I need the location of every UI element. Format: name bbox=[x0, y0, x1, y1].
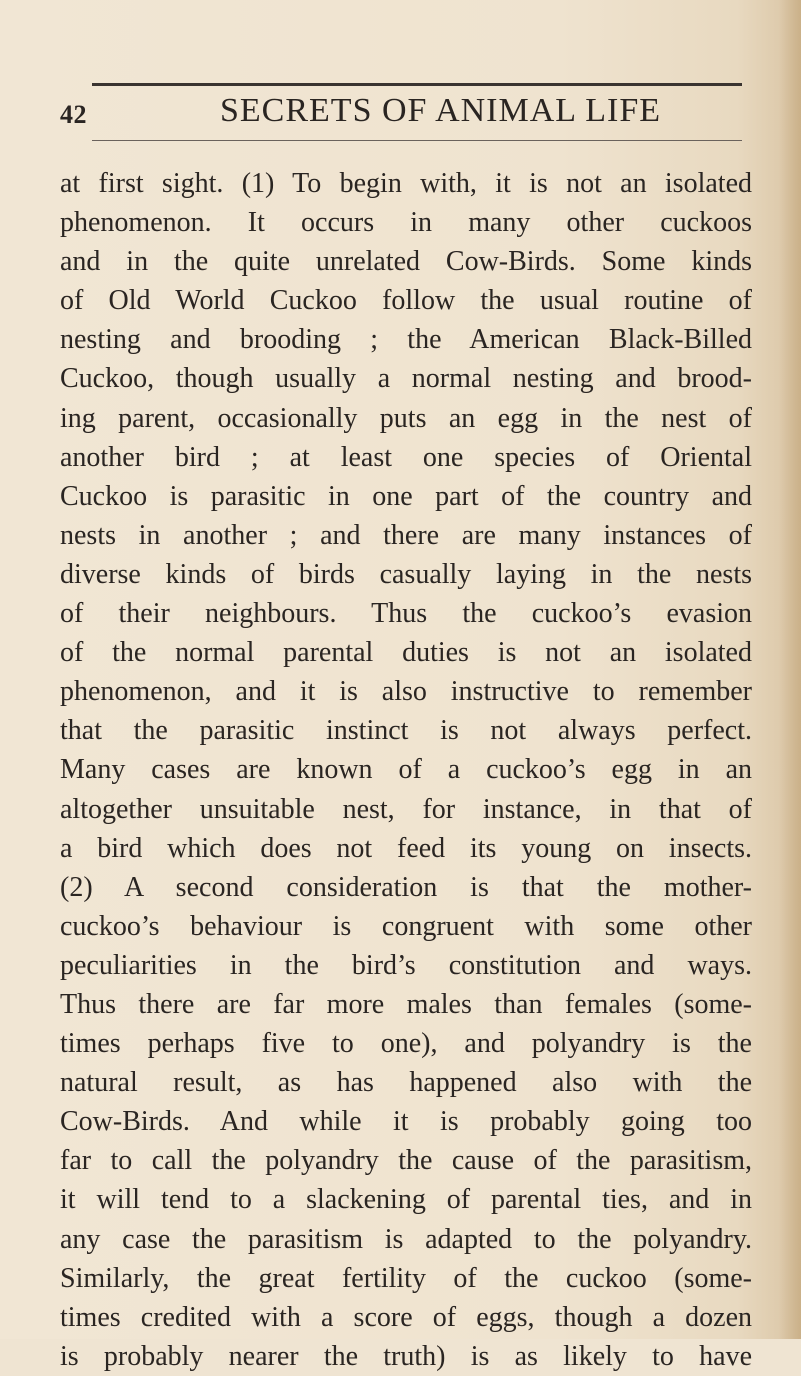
text-line: a bird which does not feed its young on insects. bbox=[60, 832, 752, 864]
text-line: it will tend to a slackening of parental ties, and in bbox=[60, 1184, 752, 1216]
running-title: SECRETS OF ANIMAL LIFE bbox=[220, 92, 662, 129]
page-number: 42 bbox=[60, 100, 87, 129]
text-line: ing parent, occasionally puts an egg in the nest of bbox=[60, 402, 752, 434]
text-line: of Old World Cuckoo follow the usual routine of bbox=[60, 285, 752, 317]
text-line: peculiarities in the bird’s constitution and ways. bbox=[60, 949, 752, 981]
text-line: Many cases are known of a cuckoo’s egg in an bbox=[60, 754, 752, 786]
text-line: (2) A second consideration is that the mother- bbox=[60, 871, 752, 903]
text-line: that the parasitic instinct is not always perfect. bbox=[60, 715, 752, 747]
header-underline bbox=[92, 140, 742, 141]
text-line: and in the quite unrelated Cow-Birds. Some kinds bbox=[60, 246, 752, 278]
text-line: of the normal parental duties is not an isolated bbox=[60, 637, 752, 669]
text-line: cuckoo’s behaviour is congruent with some other bbox=[60, 910, 752, 942]
text-line: Cuckoo is parasitic in one part of the country and bbox=[60, 480, 752, 512]
text-line: times perhaps five to one), and polyandry is the bbox=[60, 1028, 752, 1060]
text-line: diverse kinds of birds casually laying in the nests bbox=[60, 558, 752, 590]
text-line: altogether unsuitable nest, for instance, in that of bbox=[60, 793, 752, 825]
text-line: is probably nearer the truth) is as likely to have bbox=[60, 1340, 752, 1372]
page-edge-shadow bbox=[779, 0, 801, 1339]
body-text bbox=[60, 164, 752, 1376]
text-line: far to call the polyandry the cause of the parasitism, bbox=[60, 1145, 752, 1177]
text-line: nests in another ; and there are many instances of bbox=[60, 519, 752, 551]
text-line: any case the parasitism is adapted to the polyandry. bbox=[60, 1223, 752, 1255]
text-line: Similarly, the great fertility of the cuckoo (some- bbox=[60, 1262, 752, 1294]
text-line: phenomenon. It occurs in many other cuckoos bbox=[60, 207, 752, 239]
text-line: Cow-Birds. And while it is probably going too bbox=[60, 1106, 752, 1138]
text-line: Thus there are far more males than females (some- bbox=[60, 988, 752, 1020]
text-line: of their neighbours. Thus the cuckoo’s evasion bbox=[60, 598, 752, 630]
text-line: another bird ; at least one species of Oriental bbox=[60, 441, 752, 473]
text-line: times credited with a score of eggs, though a dozen bbox=[60, 1301, 752, 1333]
header-rule bbox=[92, 83, 742, 86]
text-line: at first sight. (1) To begin with, it is not an isolated bbox=[60, 168, 752, 199]
text-line: natural result, as has happened also with the bbox=[60, 1067, 752, 1099]
text-line: nesting and brooding ; the American Black-Billed bbox=[60, 324, 752, 356]
text-line: Cuckoo, though usually a normal nesting and brood- bbox=[60, 363, 752, 395]
text-line: phenomenon, and it is also instructive to remember bbox=[60, 676, 752, 708]
